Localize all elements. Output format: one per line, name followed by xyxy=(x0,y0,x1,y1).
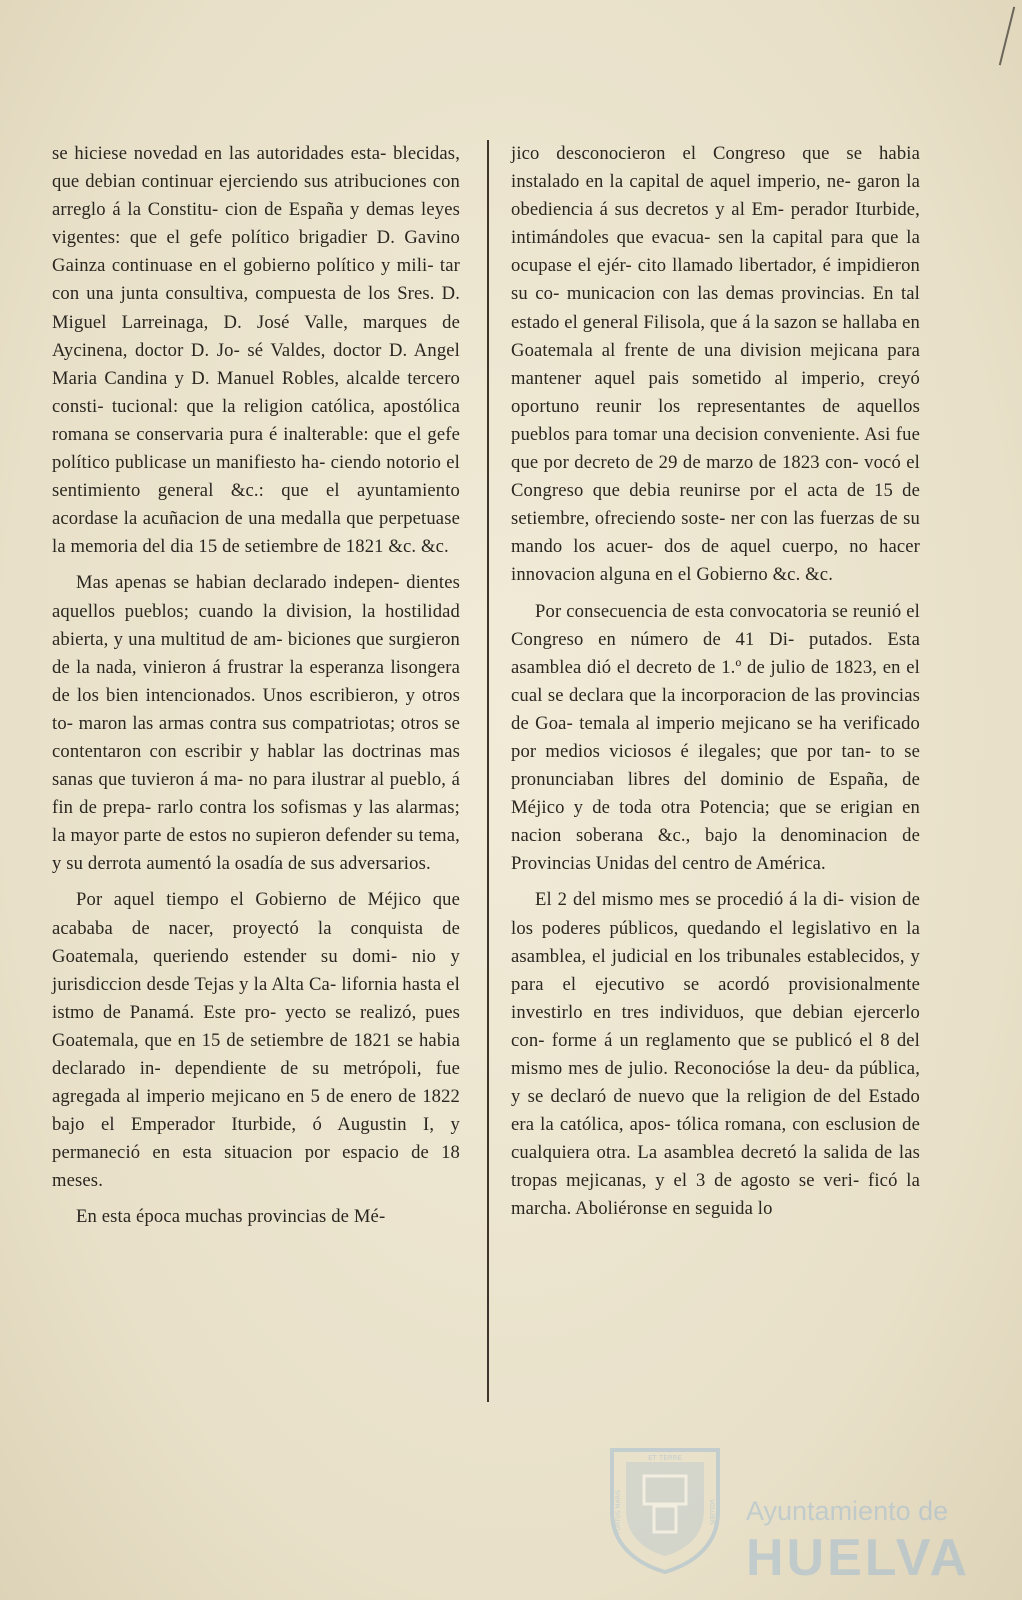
corner-pen-mark xyxy=(999,7,1015,66)
coat-of-arms-icon xyxy=(606,1442,724,1574)
right-paragraph-2: Por consecuencia de esta convocatoria se reunió el Congreso en número de 41 Di- putados. Esta asamblea dió el decreto de 1.º de julio de 1823, en el cual se declara que la incorporacion de las provincias de Goa- temala al imperio mejicano se ha verificado por medios viciosos é ilegales; que por tan- to se pronunciaban libres del dominio de España, de Méjico y de toda otra Potencia; que se erigian en nacion soberana &c., bajo la denominacion de Provincias Unidas del centro de América. xyxy=(511,600,920,875)
right-paragraph-1: jico desconocieron el Congreso que se habia instalado en la capital de aquel imperio, ne- garon la obediencia á sus decretos y al Em- perador Iturbide, intimándoles que evacua- sen la capital para que la ocupase el ejér- cito llamado libertador, é impidieron su co- municacion con las demas provincias. En tal estado el general Filisola, que á la sazon se hallaba en Goatemala al frente de una division mejicana para mantener aquel pais sometido al imperio, creyó oportuno reunir los representantes de aquellos pueblos para tomar una decision conveniente. Asi fue que por decreto de 29 de marzo de 1823 con- vocó el Congreso que debia reunirse por el acta de 15 de setiembre, ofreciendo soste- ner con las fuerzas de su mando los acuer- dos de aquel cuerpo, no hacer innovacion alguna en el Gobierno &c. &c. xyxy=(511,143,920,586)
ayuntamiento-huelva-watermark xyxy=(606,1440,971,1587)
left-text-column xyxy=(52,140,460,1240)
right-text-column xyxy=(511,140,920,1232)
shield-right-text: VOLUBIS xyxy=(708,1499,715,1525)
left-paragraph-3: Por aquel tiempo el Gobierno de Méjico que acababa de nacer, proyectó la conquista de Goatemala, queriendo estender su domi- nio y jurisdiccion desde Tejas y la Alta Ca- lifornia hasta el istmo de Panamá. Este pro- yecto se realizó, pues Goatemala, que en 15 de setiembre de 1821 se habia declarado in- dependiente de su metrópoli, fue agregada al imperio mejicano en 5 de enero de 1822 bajo el Emperador Iturbide, ó Augustin I, y permaneció en esta situacion por espacio de 18 meses. xyxy=(52,889,460,1192)
left-paragraph-4: En esta época muchas provincias de Mé- xyxy=(76,1206,386,1228)
shield-left-text: PORTUS MARIS xyxy=(615,1489,622,1535)
watermark-line2: HUELVA xyxy=(746,1529,971,1587)
right-paragraph-3: El 2 del mismo mes se procedió á la di- vision de los poderes públicos, quedando el legislativo en la asamblea, el judicial en los tribunales establecidos, y para el ejecutivo se acordó provisionalmente investirlo en tres individuos, que debian ejercerlo con- forme á un reglamento que se publicó el 8 del mismo mes de julio. Reconocióse la deu- da pública, y se declaró de nuevo que la religion de del Estado era la católica, apos- tólica romana, con esclusion de cualquiera otra. La asamblea decretó la salida de las tropas mejicanas, y el 3 de agosto se veri- ficó la marcha. Aboliéronse en seguida lo xyxy=(511,889,920,1220)
watermark-line1: Ayuntamiento de xyxy=(746,1496,949,1526)
left-paragraph-1: se hiciese novedad en las autoridades esta- blecidas, que debian continuar ejerciendo sus atribuciones con arreglo á la Constitu- cion de España y demas leyes vigentes: que el gefe político brigadier D. Gavino Gainza continuase en el gobierno político y mili- tar con una junta consultiva, compuesta de los Sres. D. Miguel Larreinaga, D. José Valle, marques de Aycinena, doctor D. Jo- sé Valdes, doctor D. Angel Maria Candina y D. Manuel Robles, alcalde tercero consti- tucional: que la religion católica, apostólica romana se conservaria pura é inalterable: que el gefe político publicase un manifiesto ha- ciendo notorio el sentimiento general &c.: que el ayuntamiento acordase la acuñacion de una medalla que perpetuase la memoria del dia 15 de setiembre de 1821 &c. &c. xyxy=(52,143,460,558)
column-divider xyxy=(487,140,489,1402)
left-paragraph-2: Mas apenas se habian declarado indepen- dientes aquellos pueblos; cuando la division, la hostilidad abierta, y una multitud de am- biciones que surgieron de la nada, vinieron á frustrar la esperanza lisongera de los bien intencionados. Unos escribieron, y otros to- maron las armas contra sus compatriotas; otros se contentaron con escribir y hablar las doctrinas mas sanas que tuvieron á ma- no para ilustrar al pueblo, á fin de prepa- rarlo contra los sofismas y las alarmas; la mayor parte de estos no supieron defender su tema, y su derrota aumentó la osadía de sus adversarios. xyxy=(52,572,460,875)
shield-top-text: ET TERRE xyxy=(648,1454,682,1462)
